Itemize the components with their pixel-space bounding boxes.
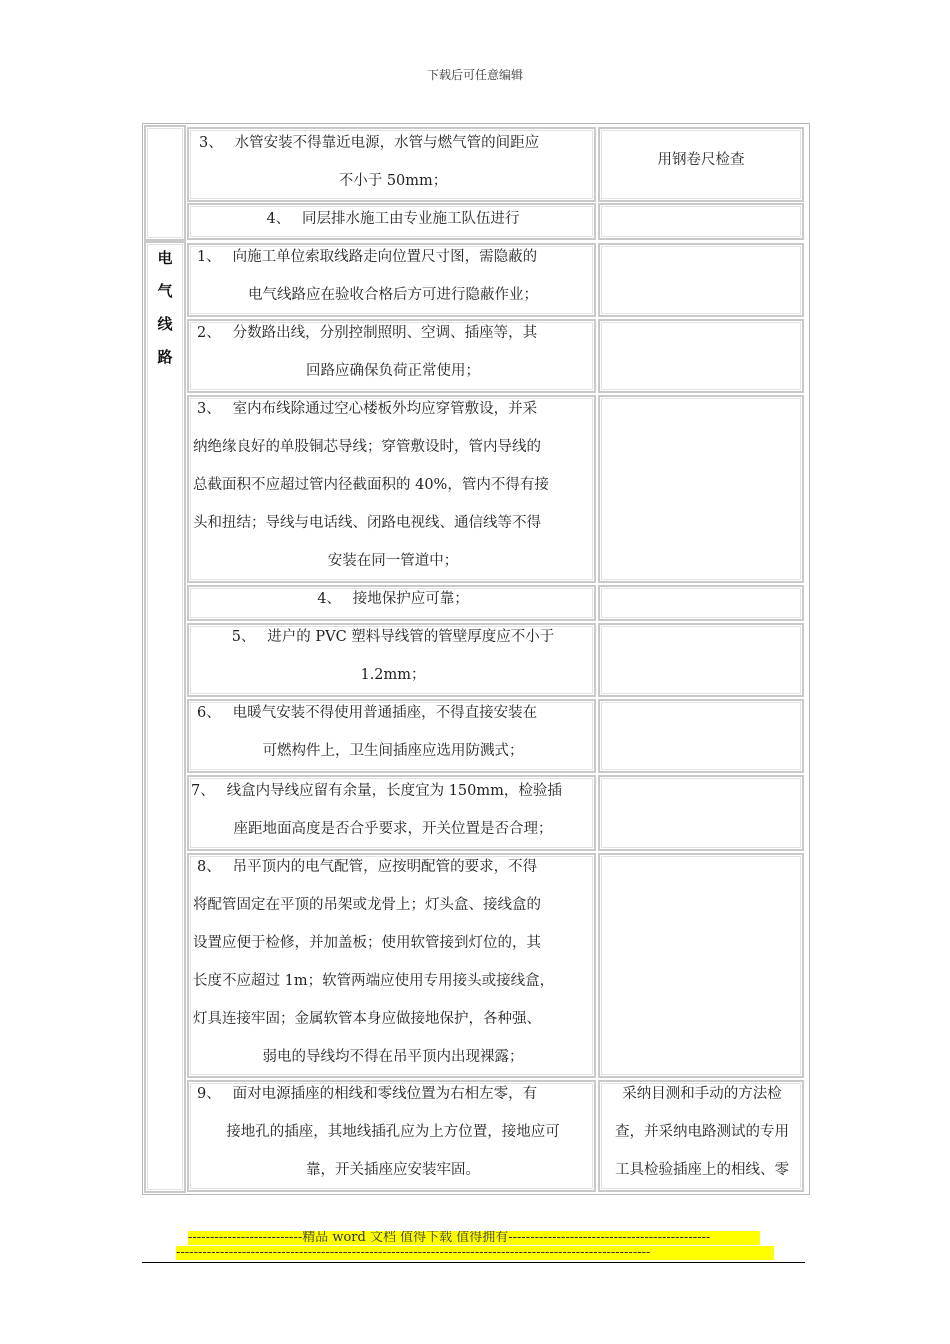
row-line: 座距地面高度是否合乎要求，开关位置是否合理；: [233, 821, 553, 837]
method-line: 采纳目测和手动的方法检: [622, 1086, 782, 1102]
row-text: [193, 618, 593, 694]
method-text: [601, 1075, 803, 1189]
row-line: 1、 向施工单位索取线路走向位置尺寸图，需隐蔽的: [197, 249, 538, 265]
row-line: 可燃构件上，卫生间插座应选用防溅式；: [262, 743, 524, 759]
method-cell: [598, 203, 804, 240]
row-line: 电气线路应在验收合格后方可进行隐蔽作业；: [248, 287, 538, 303]
row-line: 设置应便于检修，并加盖板；使用软管接到灯位的，其: [193, 935, 541, 951]
row-line: 安装在同一管道中；: [327, 553, 459, 569]
row-line: 7、 线盒内导线应留有余量，长度宜为 150mm，检验插: [191, 783, 562, 799]
section-label-electric: [152, 242, 178, 374]
row-line: 接地孔的插座，其地线插孔应为上方位置，接地应可: [226, 1124, 560, 1140]
section-label-char: 气: [157, 282, 173, 300]
row-line: 纳绝缘良好的单股铜芯导线；穿管敷设时，管内导线的: [193, 439, 541, 455]
row-line: 3、 室内布线除通过空心楼板外均应穿管敷设，并采: [197, 401, 538, 417]
row-text: [191, 772, 595, 848]
row-line: 6、 电暖气安装不得使用普通插座，不得直接安装在: [197, 705, 538, 721]
footer-banner-line-2: ------------------------------------------------------------------------------------------------------------: [176, 1246, 774, 1260]
method-line: 查，并采纳电路测试的专用: [615, 1124, 789, 1140]
method-cell: [598, 395, 804, 583]
method-cell: [598, 319, 804, 393]
row-line: 长度不应超过 1m；软管两端应使用专用接头或接线盒，: [193, 973, 555, 989]
section-label-char: 线: [157, 315, 173, 333]
method-cell: [598, 243, 804, 317]
row-text: [193, 848, 593, 1076]
row-text: [193, 390, 593, 580]
row-line: 1.2mm；: [360, 667, 426, 683]
method-cell: [598, 699, 804, 773]
method-line: 用钢卷尺检查: [657, 152, 745, 168]
row-line: 8、 吊平顶内的电气配管，应按明配管的要求，不得: [197, 859, 538, 875]
row-line: 弱电的导线均不得在吊平顶内出现裸露；: [262, 1049, 524, 1065]
row-text: [193, 314, 593, 390]
row-text: [193, 1075, 593, 1189]
row-line: 4、 接地保护应可靠；: [317, 591, 469, 607]
row-line: 4、 同层排水施工由专业施工队伍进行: [266, 211, 520, 227]
method-cell: [598, 585, 804, 621]
row-line: 将配管固定在平顶的吊架或龙骨上；灯头盒、接线盒的: [193, 897, 541, 913]
method-cell: [598, 853, 804, 1078]
method-text: [600, 141, 802, 179]
row-line: 3、 水管安装不得靠近电源，水管与燃气管的间距应: [199, 135, 540, 151]
row-text: [193, 200, 593, 238]
row-text: [193, 124, 593, 200]
row-line: 总截面积不应超过管内径截面积的 40%，管内不得有接: [193, 477, 549, 493]
row-line: 回路应确保负荷正常使用；: [306, 363, 480, 379]
row-line: 9、 面对电源插座的相线和零线位置为右相左零，有: [197, 1086, 538, 1102]
footer-banner-line-1: --------------------------精品 word 文档 值得下载 值得拥有----------------------------------------------: [188, 1231, 760, 1245]
page-header-note: 下载后可任意编辑: [426, 68, 523, 82]
row-line: 灯具连接牢固；金属软管本身应做接地保护，各种强、: [193, 1011, 541, 1027]
row-line: 靠，开关插座应安装牢固。: [306, 1162, 480, 1178]
method-cell: [598, 623, 804, 697]
row-line: 2、 分数路出线，分别控制照明、空调、插座等，其: [197, 325, 538, 341]
footer-divider: [142, 1262, 805, 1263]
row-line: 5、 进户的 PVC 塑料导线管的管壁厚度应不小于: [231, 629, 555, 645]
section-label-char: 路: [157, 348, 173, 366]
row-text: [193, 694, 593, 770]
section-label-cell-pipe: [144, 125, 186, 241]
method-cell: [598, 775, 804, 851]
row-line: 头和扭结；导线与电话线、闭路电视线、通信线等不得: [193, 515, 541, 531]
method-line: 工具检验插座上的相线、零: [615, 1162, 789, 1178]
row-line: 不小于 50mm；: [338, 173, 448, 189]
section-label-char: 电: [157, 249, 173, 267]
section-label-cell-electric: [144, 241, 186, 1193]
row-text: [193, 238, 593, 314]
row-text: [193, 580, 593, 618]
